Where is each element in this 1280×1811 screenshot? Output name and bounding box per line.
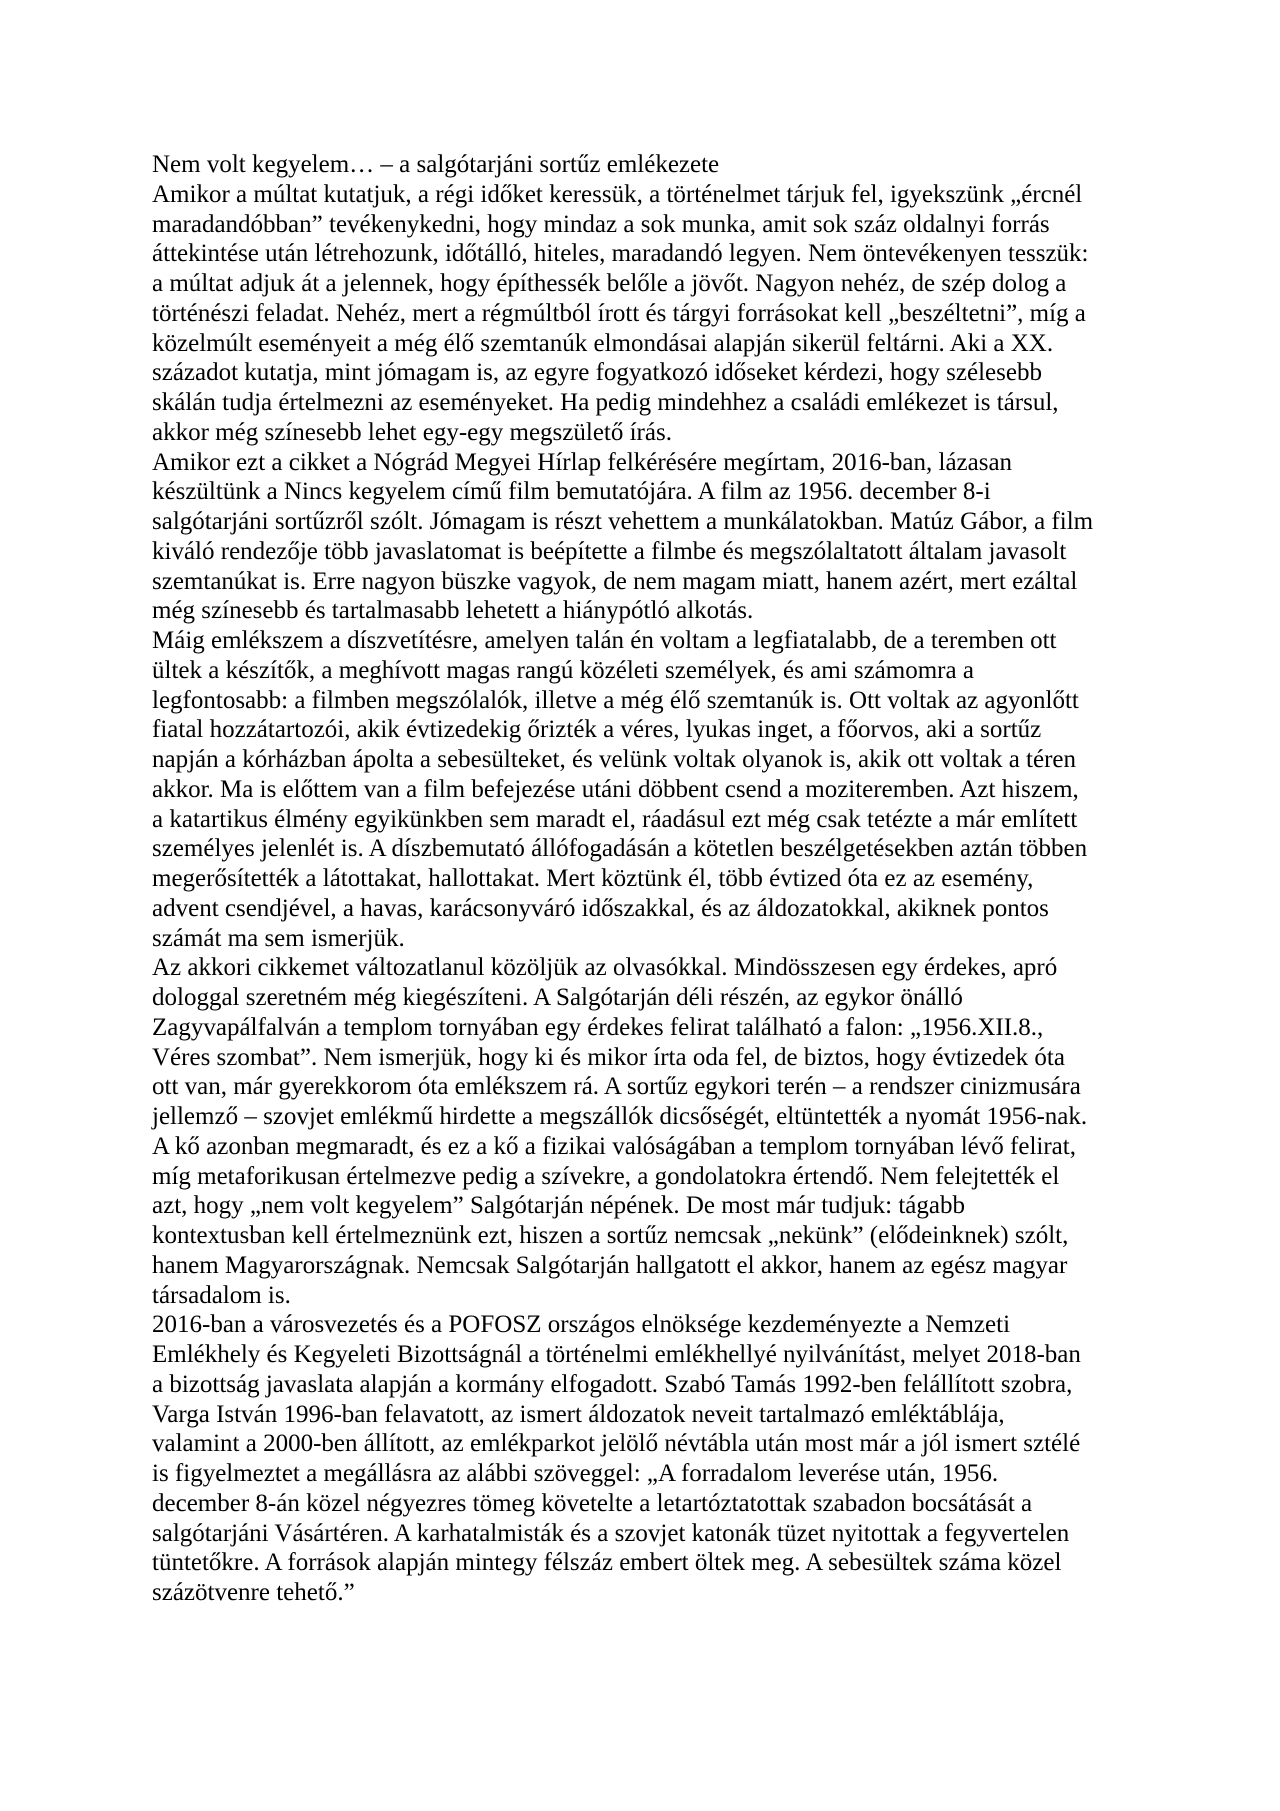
text-line: fiatal hozzátartozói, akik évtizedekig őrizték a véres, lyukas inget, a főorvos, aki a sortűz xyxy=(152,716,1042,744)
text-line: kontextusban kell értelmeznünk ezt, hiszen a sortűz nemcsak „nekünk” (elődeinknek) szólt, xyxy=(152,1222,1069,1249)
text-line: salgótarjáni Vásártéren. A karhatalmisták és a szovjet katonák tüzet nyitottak a fegyvertelen xyxy=(152,1519,1070,1547)
text-line: a bizottság javaslata alapján a kormány elfogadott. Szabó Tamás 1992-ben felállított szobra, xyxy=(152,1370,1073,1398)
text-line: A kő azonban megmaradt, és ez a kő a fizikai valóságában a templom tornyában lévő felirat, xyxy=(152,1132,1076,1160)
text-line: míg metaforikusan értelmezve pedig a szívekre, a gondolatokra értendő. Nem felejtették el xyxy=(152,1162,1060,1190)
document-body xyxy=(152,180,1212,1608)
text-line: szemtanúkat is. Erre nagyon büszke vagyok, de nem magam miatt, hanem azért, mert ezáltal xyxy=(152,567,1078,595)
text-line: Amikor a múltat kutatjuk, a régi időket keressük, a történelmet tárjuk fel, igyekszünk „ércnél xyxy=(152,180,1083,208)
text-line: skálán tudja értelmezni az eseményeket. Ha pedig mindehhez a családi emlékezet is társul, xyxy=(152,389,1059,416)
text-line: századot kutatja, mint jómagam is, az egyre fogyatkozó időseket kérdezi, hogy szélesebb xyxy=(152,359,1042,387)
text-line: személyes jelenlét is. A díszbemutató állófogadásán a kötetlen beszélgetésekben aztán többen xyxy=(152,835,1088,863)
text-line: Véres szombat”. Nem ismerjük, hogy ki és mikor írta oda fel, de biztos, hogy évtizedek óta xyxy=(152,1043,1065,1071)
text-line: salgótarjáni sortűzről szólt. Jómagam is részt vehettem a munkálatokban. Matúz Gábor, a film xyxy=(152,508,1094,535)
text-line: áttekintése után létrehozunk, időtálló, hiteles, maradandó legyen. Nem öntevékenyen tesszük: xyxy=(152,240,1089,268)
text-line: Az akkori cikkemet változatlanul közöljük az olvasókkal. Mindösszesen egy érdekes, apró xyxy=(152,954,1058,982)
text-line: ültek a készítők, a meghívott magas rangú közéleti személyek, és ami számomra a xyxy=(152,656,974,684)
text-line: Zagyvapálfalván a templom tornyában egy érdekes felirat található a falon: „1956.XII.8., xyxy=(152,1013,1044,1041)
text-line: napján a kórházban ápolta a sebesülteket, és velünk voltak olyanok is, akik ott voltak a téren xyxy=(152,746,1077,773)
text-line: jellemző – szovjet emlékmű hirdette a megszállók dicsőségét, eltüntették a nyomát 1956-nak. xyxy=(152,1103,1088,1130)
text-line: készültünk a Nincs kegyelem című film bemutatójára. A film az 1956. december 8-i xyxy=(152,478,991,506)
text-line: advent csendjével, a havas, karácsonyváró időszakkal, és az áldozatokkal, akiknek pontos xyxy=(152,894,1049,922)
text-line: Amikor ezt a cikket a Nógrád Megyei Hírlap felkérésére megírtam, 2016-ban, lázasan xyxy=(152,448,1013,476)
text-line: a katartikus élmény egyikünkben sem maradt el, ráadásul ezt még csak tetézte a már említett xyxy=(152,805,1078,833)
text-line: hanem Magyarországnak. Nemcsak Salgótarján hallgatott el akkor, hanem az egész magyar xyxy=(152,1251,1068,1279)
text-line: ott van, már gyerekkorom óta emlékszem rá. A sortűz egykori terén – a rendszer cinizmusára xyxy=(152,1073,1081,1101)
text-line: történészi feladat. Nehéz, mert a régmúltból írott és tárgyi forrásokat kell „beszéltetni”, míg a xyxy=(152,299,1086,327)
text-line: Máig emlékszem a díszvetítésre, amelyen talán én voltam a legfiatalabb, de a teremben ott xyxy=(152,627,1057,654)
text-line: akkor. Ma is előttem van a film befejezése utáni döbbent csend a moziteremben. Azt hiszem, xyxy=(152,775,1079,803)
text-line: megerősítették a látottakat, hallottakat. Mert köztünk él, több évtized óta ez az esemény, xyxy=(152,865,1034,892)
text-line: közelmúlt eseményeit a még élő szemtanúk elmondásai alapján sikerül feltárni. Aki a XX. xyxy=(152,329,1054,357)
text-line: december 8-án közel négyezres tömeg követelte a letartóztatottak szabadon bocsátását a xyxy=(152,1489,1033,1517)
text-line: valamint a 2000-ben állított, az emlékparkot jelölő névtábla után most már a jól ismert sztélé xyxy=(152,1430,1081,1458)
document-title: Nem volt kegyelem… – a salgótarjáni sortűz emlékezete xyxy=(152,151,720,178)
text-line: Emlékhely és Kegyeleti Bizottságnál a történelmi emlékhellyé nyilvánítást, melyet 2018-ban xyxy=(152,1341,1081,1368)
text-line: maradandóbban” tevékenykedni, hogy mindaz a sok munka, amit sok száz oldalnyi forrás xyxy=(152,210,1050,238)
text-line: társadalom is. xyxy=(152,1281,291,1309)
document-text-block xyxy=(152,150,1212,1608)
text-line: is figyelmeztet a megállásra az alábbi szöveggel: „A forradalom leverése után, 1956. xyxy=(152,1460,999,1487)
text-line: legfontosabb: a filmben megszólalók, illetve a még élő szemtanúk is. Ott voltak az agyonlőtt xyxy=(152,686,1079,714)
text-line: 2016-ban a városvezetés és a POFOSZ országos elnöksége kezdeményezte a Nemzeti xyxy=(152,1311,1011,1339)
text-line: Varga István 1996-ban felavatott, az ismert áldozatok neveit tartalmazó emléktáblája, xyxy=(152,1400,1005,1428)
text-line: a múltat adjuk át a jelennek, hogy építhessék belőle a jövőt. Nagyon nehéz, de szép dolog a xyxy=(152,270,1067,297)
text-line: számát ma sem ismerjük. xyxy=(152,924,405,952)
text-line: tüntetőkre. A források alapján mintegy félszáz embert öltek meg. A sebesültek száma közel xyxy=(152,1549,1062,1577)
text-line: százötvenre tehető.” xyxy=(152,1579,355,1606)
text-line: dologgal szeretném még kiegészíteni. A Salgótarján déli részén, az egykor önálló xyxy=(152,984,963,1011)
text-line: kiváló rendezője több javaslatomat is beépítette a filmbe és megszólaltatott általam javasolt xyxy=(152,537,1067,565)
text-line: azt, hogy „nem volt kegyelem” Salgótarján népének. De most már tudjuk: tágabb xyxy=(152,1192,965,1220)
text-line: akkor még színesebb lehet egy-egy megszülető írás. xyxy=(152,418,672,446)
text-line: még színesebb és tartalmasabb lehetett a hiánypótló alkotás. xyxy=(152,597,754,625)
